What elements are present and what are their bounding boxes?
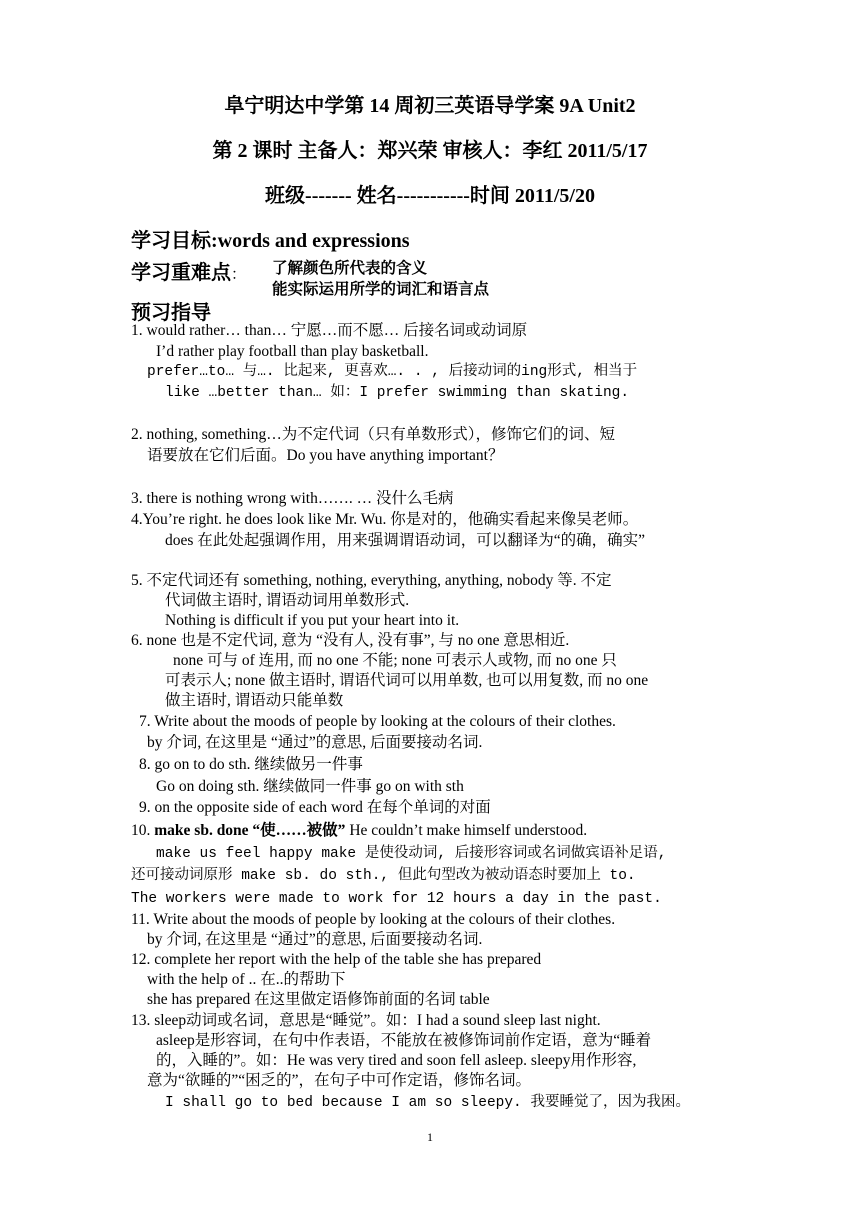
note-line: 7. Write about the moods of people by looking at the colours of their clothes. [139,713,616,730]
learning-goal-heading: 学习目标:words and expressions [131,230,410,252]
note-line: prefer…to… 与…. 比起来, 更喜欢…. . , 后接动词的ing形式, 相当于 [147,364,638,380]
note-line: 意为“欲睡的”“困乏的”，在句子中可作定语，修饰名词。 [147,1072,532,1089]
note-line: 6. none 也是不定代词, 意为 “没有人, 没有事”, 与 no one 意思相近. [131,632,570,649]
lesson-info: 第 2 课时 主备人：郑兴荣 审核人：李红 2011/5/17 [212,140,648,162]
page-title: 阜宁明达中学第 14 周初三英语导学案 9A Unit2 [224,95,636,117]
note-line: by 介词, 在这里是 “通过”的意思, 后面要接动名词. [147,734,483,751]
note-line: none 可与 of 连用, 而 no one 不能; none 可表示人或物, 而 no one 只 [173,652,617,669]
note-line: with the help of .. 在..的帮助下 [147,971,346,988]
note-line: 1. would rather… than… 宁愿…而不愿… 后接名词或动词原 [131,322,528,339]
note-line: 代词做主语时, 谓语动词用单数形式. [165,592,410,609]
note-line: make us feel happy make 是使役动词, 后接形容词或名词做宾语补足语, [156,846,667,862]
note-line: 做主语时, 谓语动只能单数 [165,692,344,709]
focus-colon: ： [231,267,247,283]
note-line: 11. Write about the moods of people by looking at the colours of their clothes. [131,911,616,928]
note-line: she has prepared 在这里做定语修饰前面的名词 table [147,991,490,1008]
note-line: Nothing is difficult if you put your heart into it. [165,612,460,629]
note-line: 可表示人; none 做主语时, 谓语代词可以用单数, 也可以用复数, 而 no one [165,672,649,689]
note-line: 8. go on to do sth. 继续做另一件事 [139,756,363,773]
class-name-date: 班级------- 姓名-----------时间 2011/5/20 [265,185,595,207]
note-line: 2. nothing, something…为不定代词（只有单数形式），修饰它们的词、短 [131,426,615,443]
note-line: 5. 不定代词还有 something, nothing, everything, anything, nobody 等. 不定 [131,572,612,589]
note-line: Go on doing sth. 继续做同一件事 go on with sth [156,778,464,795]
note-line-make-sb-done [131,821,587,841]
note-line: I’d rather play football than play basketball. [156,343,429,360]
note-line: 语要放在它们后面。Do you have anything important？ [147,447,504,464]
note-line: 的，入睡的”。如：He was very tired and soon fell asleep. sleepy用作形容, [156,1052,637,1069]
note-line: The workers were made to work for 12 hours a day in the past. [131,891,662,907]
note-line: asleep是形容词，在句中作表语，不能放在被修饰词前作定语，意为“睡着 [156,1032,652,1049]
focus-heading-label: 学习重难点 [131,262,231,284]
note-line: 13. sleep动词或名词，意思是“睡觉”。如：I had a sound sleep last night. [131,1012,601,1029]
note-line: does 在此处起强调作用，用来强调谓语动词，可以翻译为“的确，确实” [165,532,646,549]
focus-item-1: 了解颜色所代表的含义 [272,260,428,277]
example-sentence: He couldn’t make himself understood. [345,822,588,839]
preview-guide-heading: 预习指导 [131,302,211,324]
note-line: by 介词, 在这里是 “通过”的意思, 后面要接动名词. [147,931,483,948]
page-number: 1 [427,1130,433,1144]
focus-item-2: 能实际运用所学的词汇和语言点 [272,281,490,298]
note-line: like …better than… 如：I prefer swimming than skating. [165,385,630,401]
note-line: I shall go to bed because I am so sleepy. 我要睡觉了，因为我困。 [165,1095,690,1111]
note-line: 9. on the opposite side of each word 在每个单词的对面 [139,799,491,816]
note-line: 还可接动词原形 make sb. do sth., 但此句型改为被动语态时要加上 to. [131,868,636,884]
focus-heading [131,256,246,285]
note-line: 4.You’re right. he does look like Mr. Wu. 你是对的，他确实看起来像吴老师。 [131,511,639,528]
note-number: 10. [131,822,155,839]
key-phrase: make sb. done “使……被做” [154,822,346,839]
note-line: 3. there is nothing wrong with……. … 没什么毛病 [131,490,454,507]
note-line: 12. complete her report with the help of the table she has prepared [131,951,542,968]
